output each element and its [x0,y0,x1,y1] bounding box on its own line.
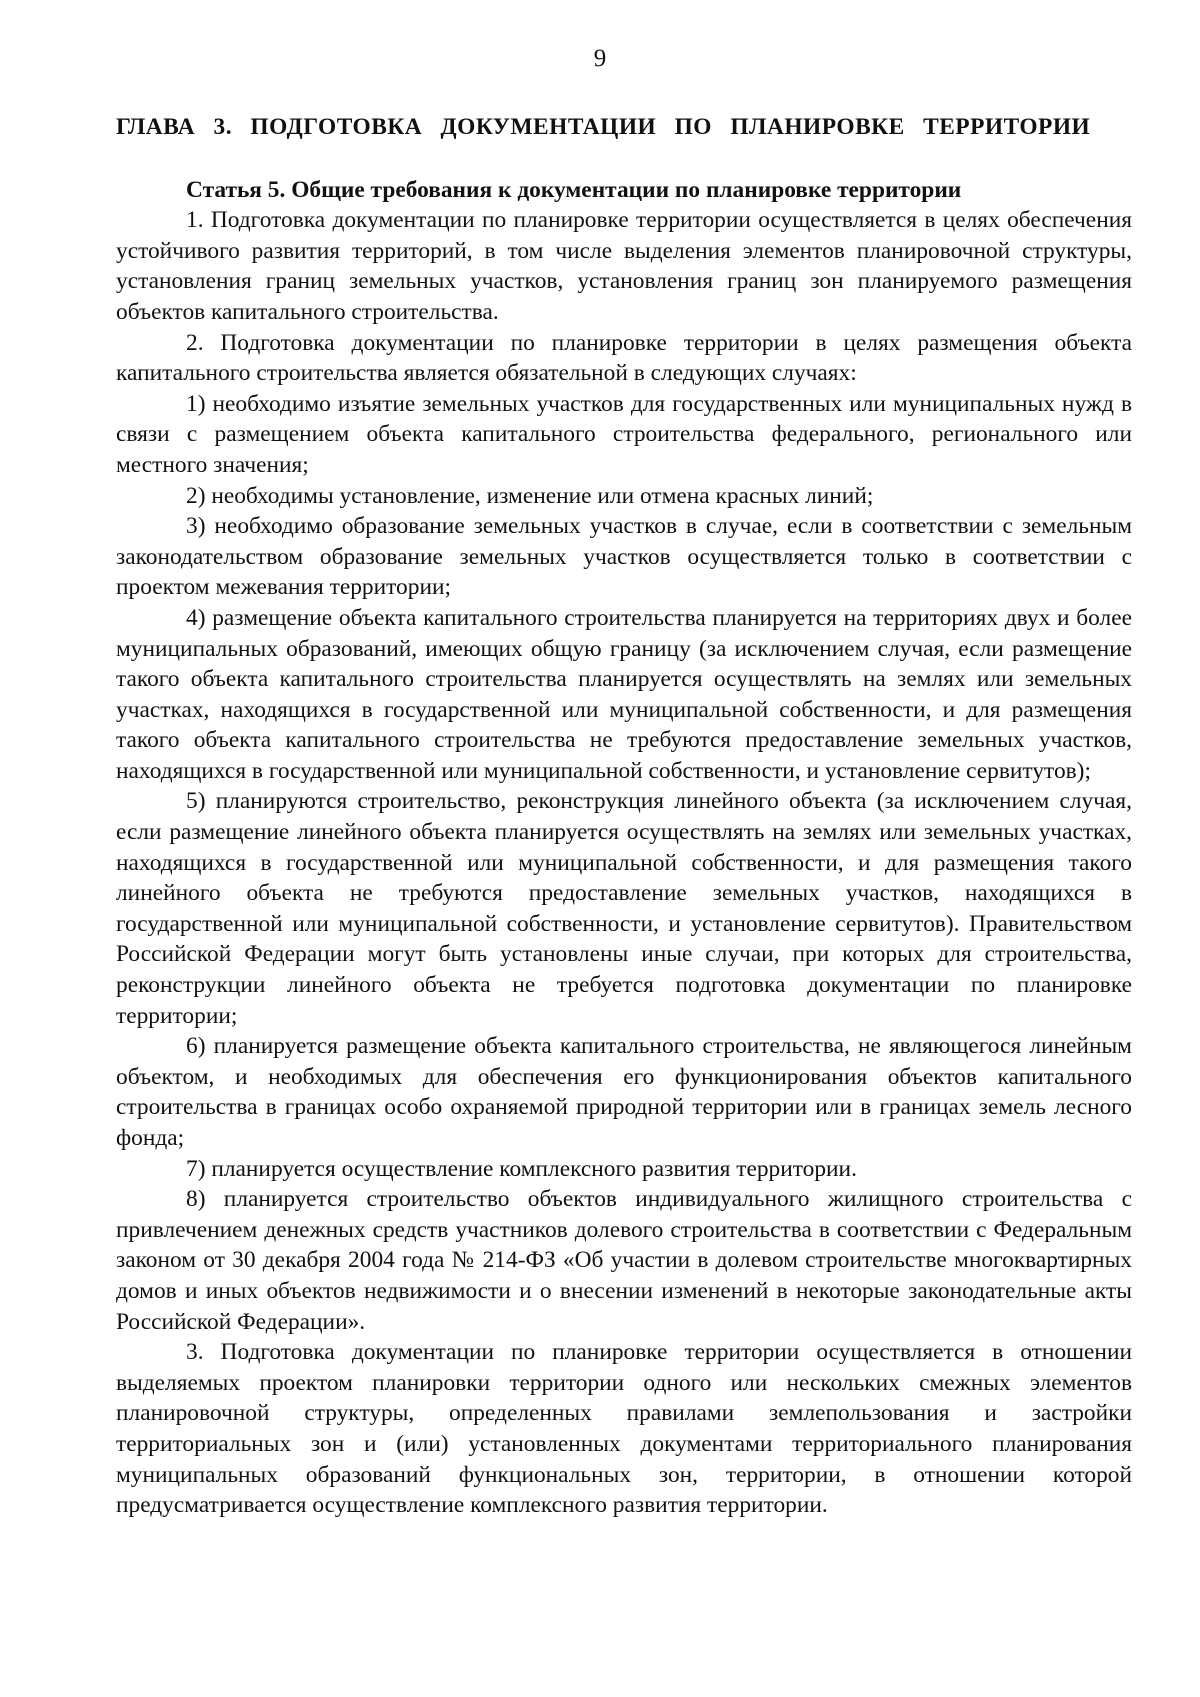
list-item-7: 7) планируется осуществление комплексного развития территории. [186,1155,857,1182]
chapter-heading: ГЛАВА 3. ПОДГОТОВКА ДОКУМЕНТАЦИИ ПО ПЛАНИРОВКЕ ТЕРРИТОРИИ [116,114,1091,140]
list-item-5: 5) планируются строительство, реконструкция линейного объекта (за исключением случая, если размещение линейного объекта планируется осуществлять на землях или земельных участках, находящихся в государственной или муниципальной собственности, и для размещения такого линейного объекта не требуются предоставление земельных участков, находящихся в государственной или муниципальной собственности, и установление сервитутов). Правительством Российской Федерации могут быть установлены иные случаи, при которых для строительства, реконструкции линейного объекта не требуется подготовка документации по планировке территории; [116,788,1132,1029]
paragraph-3: 3. Подготовка документации по планировке территории осуществляется в отношении выделяемых проектом планировки территории одного или нескольких смежных элементов планировочной структуры, определенных правилами землепользования и застройки территориальных зон и (или) установленных документами территориального планирования муниципальных образований функциональных зон, территории, в отношении которой предусматривается осуществление комплексного развития территории. [116,1339,1132,1519]
list-item-6: 6) планируется размещение объекта капитального строительства, не являющегося линейным объектом, и необходимых для обеспечения его функционирования объектов капитального строительства в границах особо охраняемой природной территории или в границах земель лесного фонда; [116,1033,1132,1151]
list-item-8: 8) планируется строительство объектов индивидуального жилищного строительства с привлечением денежных средств участников долевого строительства в соответствии с Федеральным законом от 30 декабря 2004 года № 214-ФЗ «Об участии в долевом строительстве многоквартирных домов и иных объектов недвижимости и о внесении изменений в некоторые законодательные акты Российской Федерации». [116,1186,1132,1335]
list-item-3: 3) необходимо образование земельных участков в случае, если в соответствии с земельным законодательством образование земельных участков осуществляется только в соответствии с проектом межевания территории; [116,513,1132,601]
article-title: Статья 5. Общие требования к документации по планировке территории [186,176,962,203]
page-number: 9 [593,45,607,72]
paragraph-1: 1. Подготовка документации по планировке территории осуществляется в целях обеспечения устойчивого развития территорий, в том числе выделения элементов планировочной структуры, установления границ земельных участков, установления границ зон планируемого размещения объектов капитального строительства. [116,207,1132,325]
paragraph-2: 2. Подготовка документации по планировке территории в целях размещения объекта капитального строительства является обязательной в следующих случаях: [116,329,1132,387]
list-item-1: 1) необходимо изъятие земельных участков для государственных или муниципальных нужд в связи с размещением объекта капитального строительства федерального, регионального или местного значения; [116,390,1132,478]
list-item-2: 2) необходимы установление, изменение или отмена красных линий; [186,482,874,509]
list-item-4: 4) размещение объекта капитального строительства планируется на территориях двух и более муниципальных образований, имеющих общую границу (за исключением случая, если размещение такого объекта капитального строительства планируется осуществлять на землях или земельных участках, находящихся в государственной или муниципальной собственности, и для размещения такого объекта капитального строительства не требуются предоставление земельных участков, находящихся в государственной или муниципальной собственности, и установление сервитутов); [116,604,1132,784]
document-body [116,112,1132,1521]
